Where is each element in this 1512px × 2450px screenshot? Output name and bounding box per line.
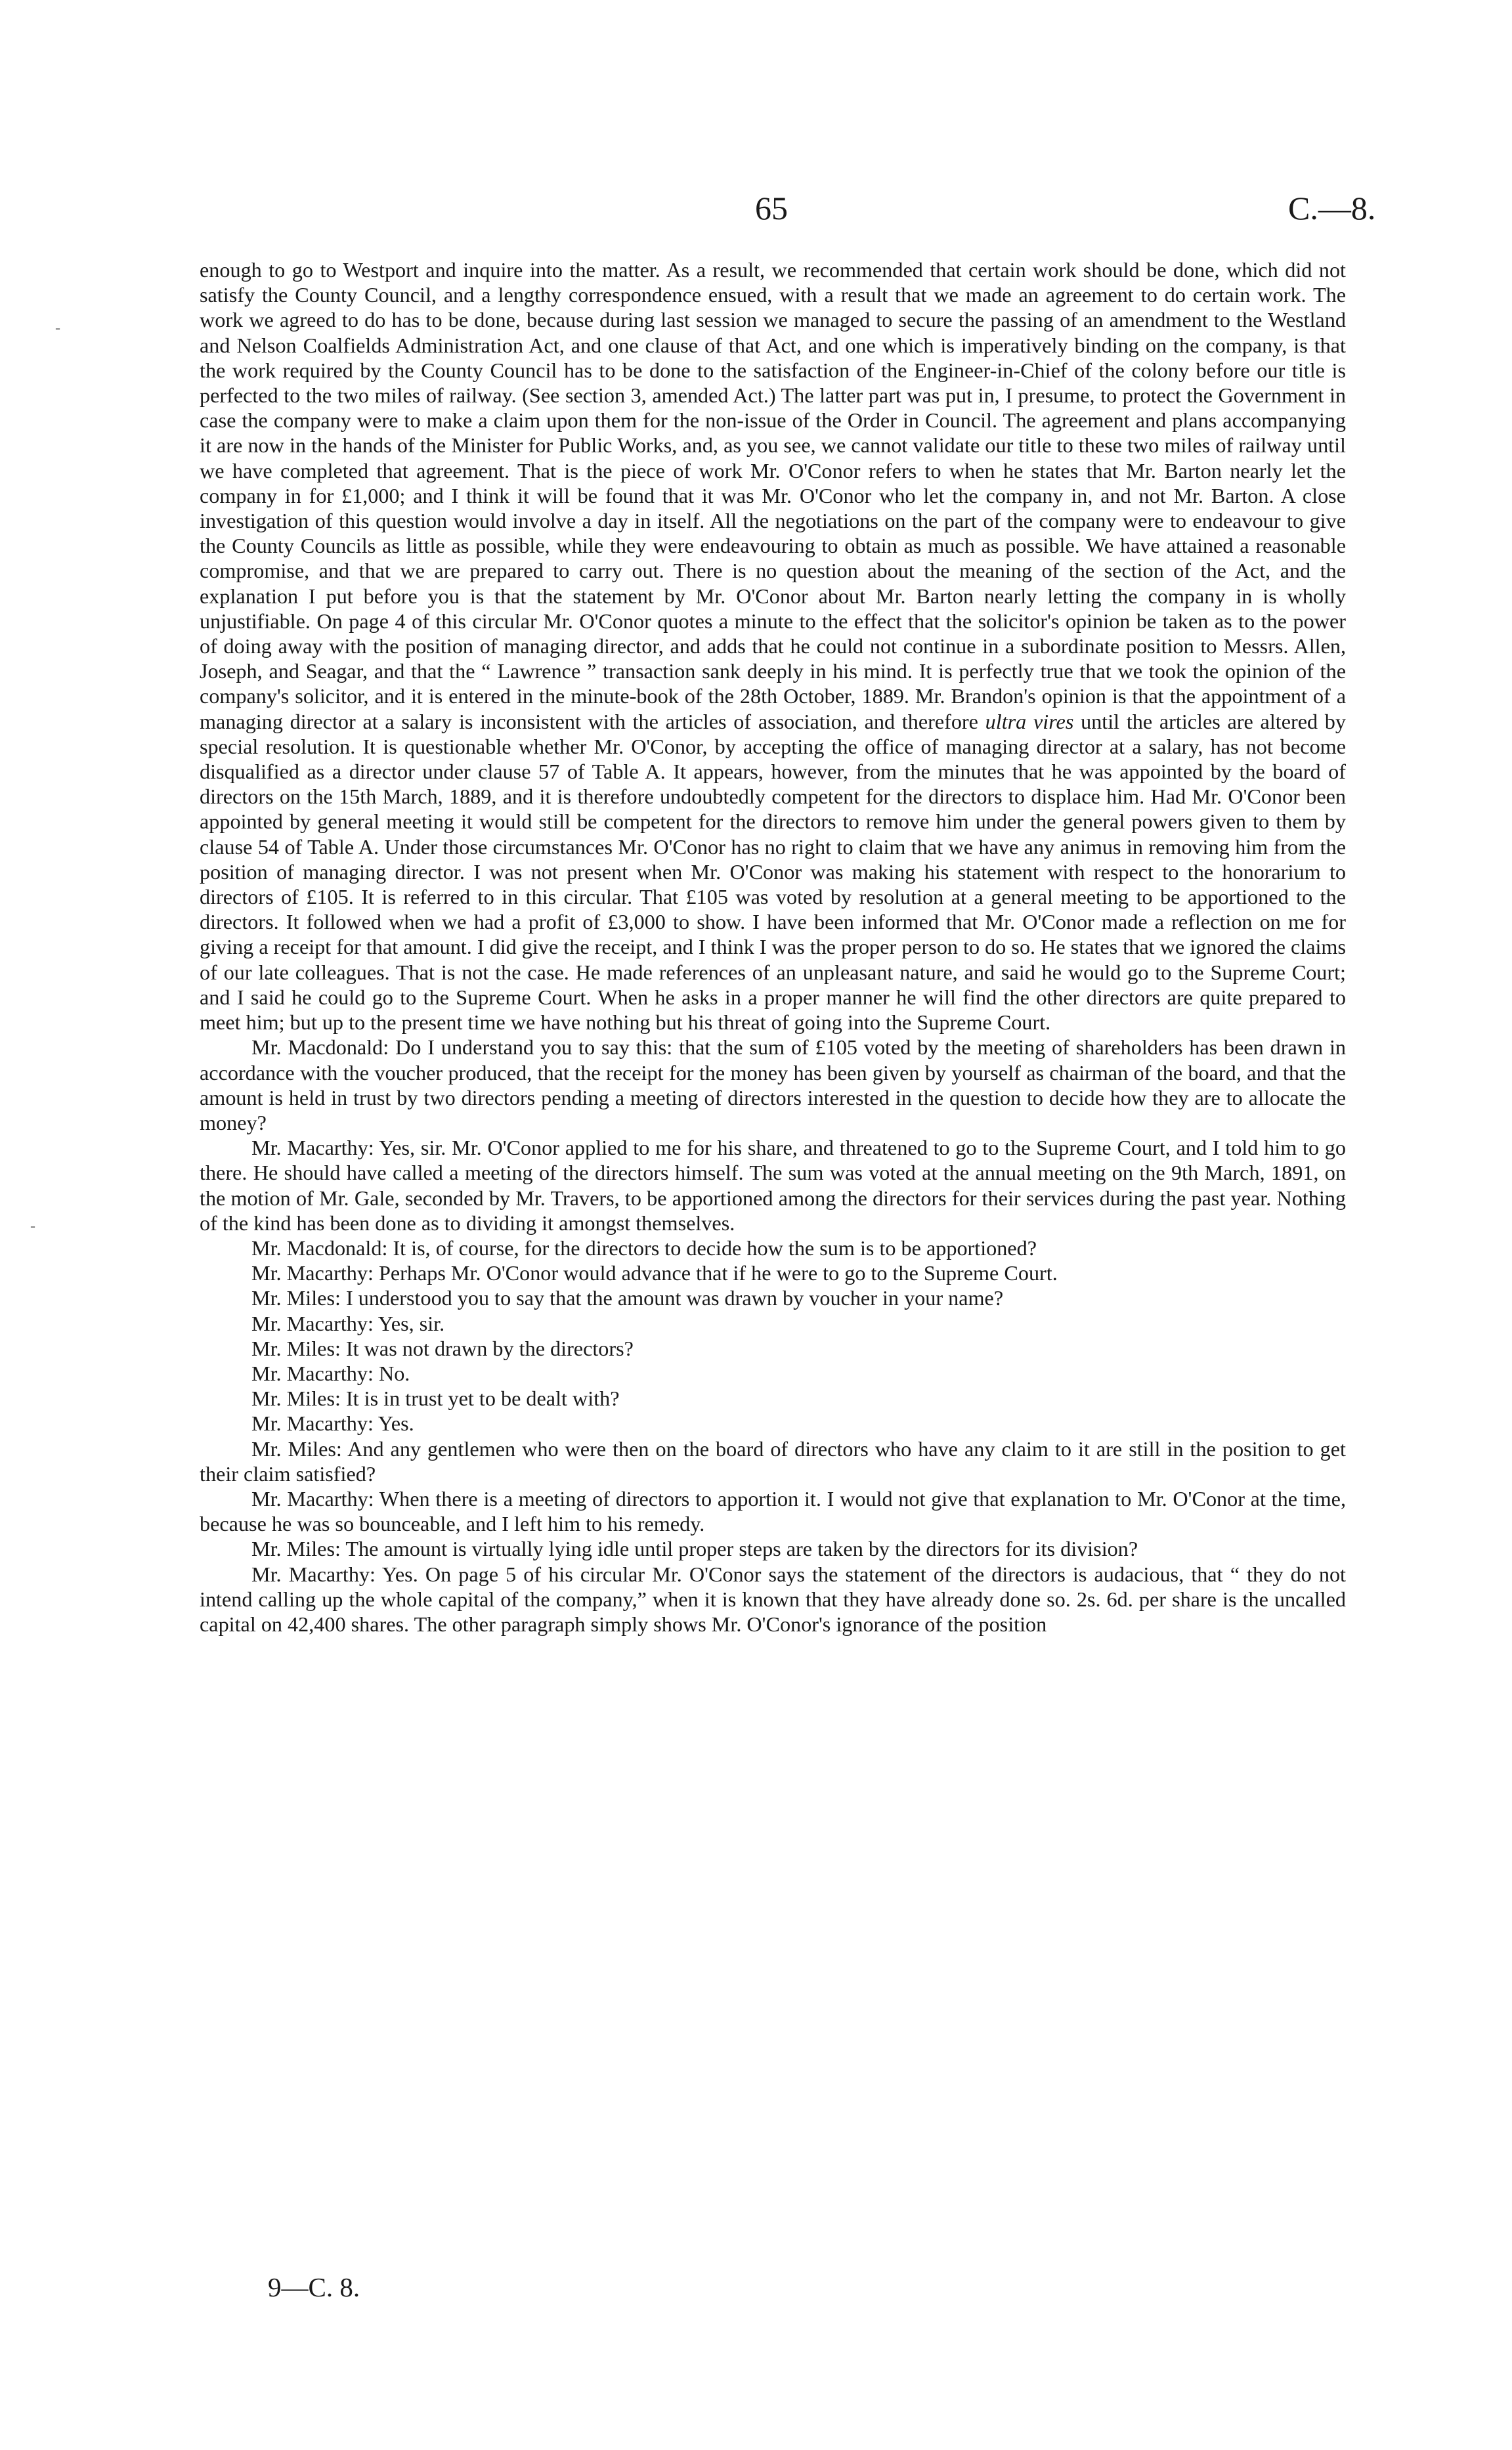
margin-speck: - bbox=[30, 1218, 35, 1235]
paragraph: Mr. Macarthy: Yes, sir. bbox=[251, 1311, 445, 1335]
italic-phrase: ultra vires bbox=[985, 709, 1074, 733]
page-number: 65 bbox=[755, 190, 788, 226]
paper-reference: C.—8. bbox=[1288, 190, 1376, 226]
margin-speck: - bbox=[55, 320, 60, 337]
signature-mark: 9—C. 8. bbox=[268, 2272, 360, 2302]
paragraph: Mr. Macarthy: Yes. bbox=[251, 1411, 414, 1436]
paragraph: Mr. Macarthy: Yes. On page 5 of his circular Mr. O'Conor says the statement of the directors is audacious, that “ they do not intend calling up the whole capital of the company,” when it is known that they have already done so. 2s. 6d. per share is the uncalled capital on 42,400 shares. The other paragraph simply shows Mr. O'Conor's ignorance of the position bbox=[200, 1562, 1346, 1636]
paragraph: Mr. Miles: It was not drawn by the directors? bbox=[251, 1336, 634, 1360]
paragraph: Mr. Miles: I understood you to say that the amount was drawn by voucher in your name? bbox=[251, 1286, 1004, 1310]
paragraph: Mr. Macdonald: Do I understand you to say this: that the sum of £105 voted by the meeting of shareholders has been drawn in accordance with the voucher produced, that the receipt for the money has been given by yourself as chairman of the board, and that the amount is held in trust by two directors pending a meeting of directors interested in the question to decide how they are to allocate the money? bbox=[200, 1035, 1346, 1134]
paragraph: Mr. Macarthy: When there is a meeting of directors to apportion it. I would not give that explanation to Mr. O'Conor at the time, because he was so bounceable, and I left him to his remedy. bbox=[200, 1486, 1346, 1536]
paragraph-text: enough to go to Westport and inquire into the matter. As a result, we recommended that certain work should be done, which did not satisfy the County Council, and a lengthy correspondence ensued, with a result that we made an agreement to do certain work. The work we agreed to do has to be done, because during last session we managed to secure the passing of an amendment to the Westland and Nelson Coalfields Administration Act, and one clause of that Act, and one which is imperatively binding on the company, is that the work required by the County Council has to be done to the satisfaction of the Engineer-in-Chief of the colony before our title is perfected to the two miles of railway. (See section 3, amended Act.) The latter part was put in, I presume, to protect the Government in case the company were to make a claim upon them for the non-issue of the Order in Council. The agreement and plans accompanying it are now in the hands of the Minister for Public Works, and, as you see, we cannot validate our title to these two miles of railway until we have completed that agreement. That is the piece of work Mr. O'Conor refers to when he states that Mr. Barton nearly let the company in for £1,000; and I think it will be found that it was Mr. O'Conor who let the company in, and not Mr. Barton. A close investigation of this question would involve a day in itself. All the negotiations on the part of the company were to endeavour to give the County Councils as little as possible, while they were endeavouring to obtain as much as possible. We have attained a reasonable compromise, and that we are prepared to carry out. There is no question about the meaning of the section of the Act, and the explanation I put before you is that the statement by Mr. O'Conor about Mr. Barton nearly letting the company in is wholly unjustifiable. On page 4 of this circular Mr. O'Conor quotes a minute to the effect that the solicitor's opinion be taken as to the power of doing away with the position of managing director, and adds that he could not continue in a subordinate position to Messrs. Allen, Joseph, and Seagar, and that the “ Lawrence ” transaction sank deeply in his mind. It is perfectly true that we took the opinion of the company's solicitor, and it is entered in the minute-book of the 28th October, 1889. Mr. Brandon's opinion is that the appointment of a managing director at a salary is inconsistent with the articles of association, and therefore bbox=[200, 258, 1346, 733]
body-text bbox=[200, 257, 1346, 1637]
paragraph: Mr. Miles: And any gentlemen who were then on the board of directors who have any claim to it are still in the position to get their claim satisfied? bbox=[200, 1436, 1346, 1486]
paragraph: Mr. Macdonald: It is, of course, for the directors to decide how the sum is to be apportioned? bbox=[251, 1236, 1037, 1260]
paragraph bbox=[200, 257, 1346, 1035]
paragraph: Mr. Miles: The amount is virtually lying idle until proper steps are taken by the directors for its division? bbox=[251, 1537, 1138, 1561]
paragraph-text-continued: until the articles are altered by special resolution. It is questionable whether Mr. O'Conor, by accepting the office of managing director at a salary, has not become disqualified as a director under clause 57 of Table A. It appears, however, from the minutes that he was appointed by the board of directors on the 15th March, 1889, and it is therefore undoubtedly competent for the directors to displace him. Had Mr. O'Conor been appointed by general meeting it would still be competent for the directors to remove him under the general powers given to them by clause 54 of Table A. Under those circumstances Mr. O'Conor has no right to claim that we have any animus in removing him from the position of managing director. I was not present when Mr. O'Conor was making his statement with respect to the honorarium to directors of £105. It is referred to in this circular. That £105 was voted by resolution at a general meeting to be apportioned to the directors. It followed when we had a profit of £3,000 to show. I have been informed that Mr. O'Conor made a reflection on me for giving a receipt for that amount. I did give the receipt, and I think I was the proper person to do so. He states that we ignored the claims of our late colleagues. That is not the case. He made references of an unpleasant nature, and said he would go to the Supreme Court; and I said he could go to the Supreme Court. When he asks in a proper manner he will find the other directors are quite prepared to meet him; but up to the present time we have nothing but his threat of going into the Supreme Court. bbox=[200, 709, 1346, 1035]
paragraph: Mr. Miles: It is in trust yet to be dealt with? bbox=[251, 1386, 620, 1411]
paragraph: Mr. Macarthy: Perhaps Mr. O'Conor would advance that if he were to go to the Supreme Court. bbox=[251, 1261, 1058, 1285]
paragraph: Mr. Macarthy: Yes, sir. Mr. O'Conor applied to me for his share, and threatened to go to the Supreme Court, and I told him to go there. He should have called a meeting of the directors himself. The sum was voted at the annual meeting on the 9th March, 1891, on the motion of Mr. Gale, seconded by Mr. Travers, to be apportioned among the directors for their services during the past year. Nothing of the kind has been done as to dividing it amongst themselves. bbox=[200, 1136, 1346, 1235]
paragraph: Mr. Macarthy: No. bbox=[251, 1361, 410, 1385]
